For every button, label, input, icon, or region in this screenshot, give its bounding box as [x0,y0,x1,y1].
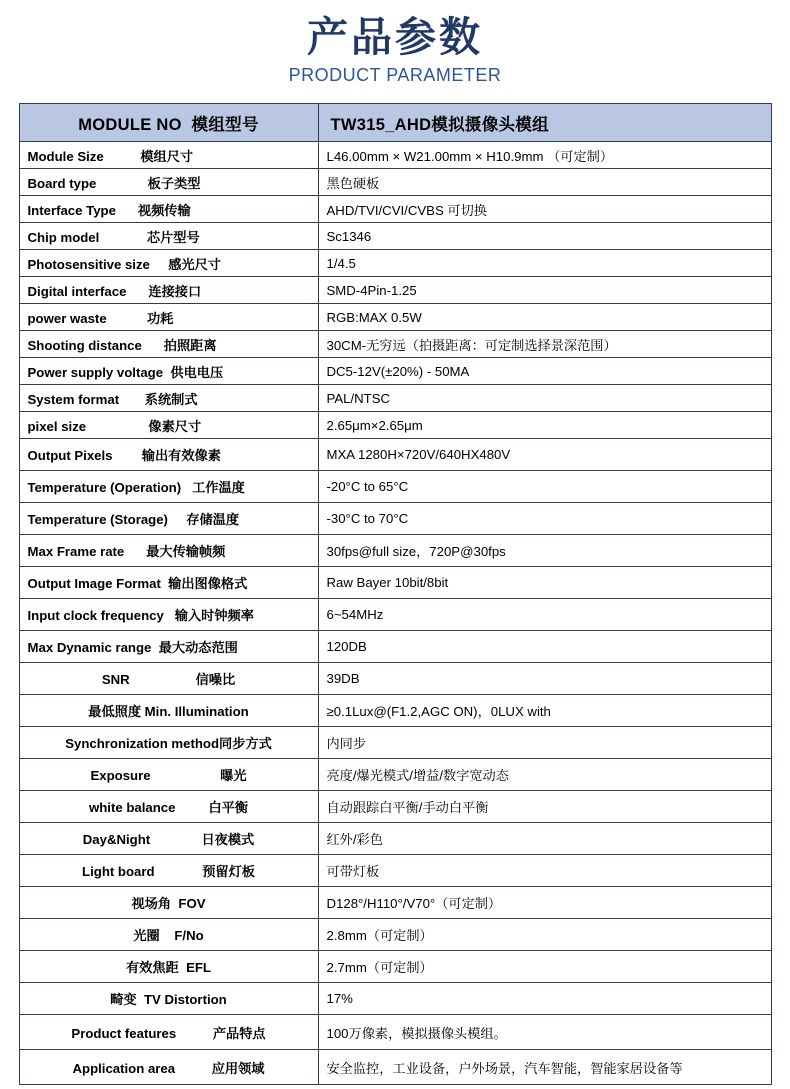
spec-key: Power supply voltage 供电电压 [19,358,318,385]
table-row [19,503,771,535]
spec-table [19,103,772,1085]
spec-value: 亮度/爆光模式/增益/数字宽动态 [318,759,771,791]
spec-value: RGB:MAX 0.5W [318,304,771,331]
table-row [19,599,771,631]
spec-key: Digital interface 连接接口 [19,277,318,304]
spec-value: AHD/TVI/CVI/CVBS 可切换 [318,196,771,223]
table-row [19,695,771,727]
spec-value: 可带灯板 [318,855,771,887]
table-row [19,663,771,695]
spec-key: Input clock frequency 输入时钟频率 [19,599,318,631]
spec-key: Temperature (Operation) 工作温度 [19,471,318,503]
table-row [19,887,771,919]
spec-value: 30CM-无穷远（拍摄距离：可定制选择景深范围） [318,331,771,358]
table-row [19,951,771,983]
spec-value: SMD-4Pin-1.25 [318,277,771,304]
table-row [19,169,771,196]
spec-key: Photosensitive size 感光尺寸 [19,250,318,277]
table-row [19,567,771,599]
spec-value: DC5-12V(±20%) - 50MA [318,358,771,385]
spec-value: 黑色硬板 [318,169,771,196]
spec-value: 120DB [318,631,771,663]
table-row [19,1015,771,1050]
spec-value: MXA 1280H×720V/640HX480V [318,439,771,471]
spec-key: Max Frame rate 最大传输帧频 [19,535,318,567]
table-header-key: MODULE NO 模组型号 [19,104,318,142]
spec-key: 视场角 FOV [19,887,318,919]
spec-key: Module Size 模组尺寸 [19,142,318,169]
table-header-value: TW315_AHD模拟摄像头模组 [318,104,771,142]
spec-value: -20°C to 65°C [318,471,771,503]
spec-key: pixel size 像素尺寸 [19,412,318,439]
spec-key: 光圈 F/No [19,919,318,951]
table-row [19,250,771,277]
table-row [19,855,771,887]
table-row [19,631,771,663]
spec-value: L46.00mm × W21.00mm × H10.9mm （可定制） [318,142,771,169]
spec-value: ≥0.1Lux@(F1.2,AGC ON)，0LUX with [318,695,771,727]
spec-key: SNR 信噪比 [19,663,318,695]
table-row [19,919,771,951]
spec-key: Output Pixels 输出有效像素 [19,439,318,471]
page-title-en: PRODUCT PARAMETER [288,65,502,86]
spec-key: Exposure 曝光 [19,759,318,791]
table-row [19,304,771,331]
spec-value: 2.8mm（可定制） [318,919,771,951]
spec-key: System format 系统制式 [19,385,318,412]
table-row [19,535,771,567]
spec-key: Product features 产品特点 [19,1015,318,1050]
spec-key: Shooting distance 拍照距离 [19,331,318,358]
spec-key: Synchronization method同步方式 [19,727,318,759]
page-title-cn: 产品参数 [307,13,483,61]
spec-key: Light board 预留灯板 [19,855,318,887]
table-header-row [19,104,771,142]
spec-key: Interface Type 视频传输 [19,196,318,223]
table-row [19,759,771,791]
spec-value: PAL/NTSC [318,385,771,412]
table-row [19,983,771,1015]
spec-value: Sc1346 [318,223,771,250]
spec-key: Chip model 芯片型号 [19,223,318,250]
table-row [19,1050,771,1085]
table-row [19,727,771,759]
spec-value: 6~54MHz [318,599,771,631]
table-row [19,358,771,385]
spec-key: 有效焦距 EFL [19,951,318,983]
table-row [19,277,771,304]
spec-value: Raw Bayer 10bit/8bit [318,567,771,599]
table-row [19,331,771,358]
table-row [19,471,771,503]
spec-key: 畸变 TV Distortion [19,983,318,1015]
spec-value: -30°C to 70°C [318,503,771,535]
table-row [19,412,771,439]
spec-value: D128°/H110°/V70°（可定制） [318,887,771,919]
spec-key: Output Image Format 输出图像格式 [19,567,318,599]
spec-value: 17% [318,983,771,1015]
spec-value: 2.65μm×2.65μm [318,412,771,439]
spec-value: 安全监控，工业设备，户外场景，汽车智能，智能家居设备等 [318,1050,771,1085]
spec-value: 100万像素，模拟摄像头模组。 [318,1015,771,1050]
spec-value: 红外/彩色 [318,823,771,855]
table-row [19,196,771,223]
spec-value: 39DB [318,663,771,695]
spec-key: Application area 应用领域 [19,1050,318,1085]
spec-value: 30fps@full size，720P@30fps [318,535,771,567]
spec-key: Day&Night 日夜模式 [19,823,318,855]
page-title [0,0,790,86]
spec-value: 2.7mm（可定制） [318,951,771,983]
spec-key: Temperature (Storage) 存储温度 [19,503,318,535]
spec-value: 1/4.5 [318,250,771,277]
table-row [19,791,771,823]
spec-value: 内同步 [318,727,771,759]
spec-key: Board type 板子类型 [19,169,318,196]
spec-key: Max Dynamic range 最大动态范围 [19,631,318,663]
table-row [19,223,771,250]
spec-value: 自动跟踪白平衡/手动白平衡 [318,791,771,823]
table-row [19,385,771,412]
table-row [19,823,771,855]
spec-key: power waste 功耗 [19,304,318,331]
table-row [19,439,771,471]
spec-key: white balance 白平衡 [19,791,318,823]
spec-key: 最低照度 Min. Illumination [19,695,318,727]
table-row [19,142,771,169]
